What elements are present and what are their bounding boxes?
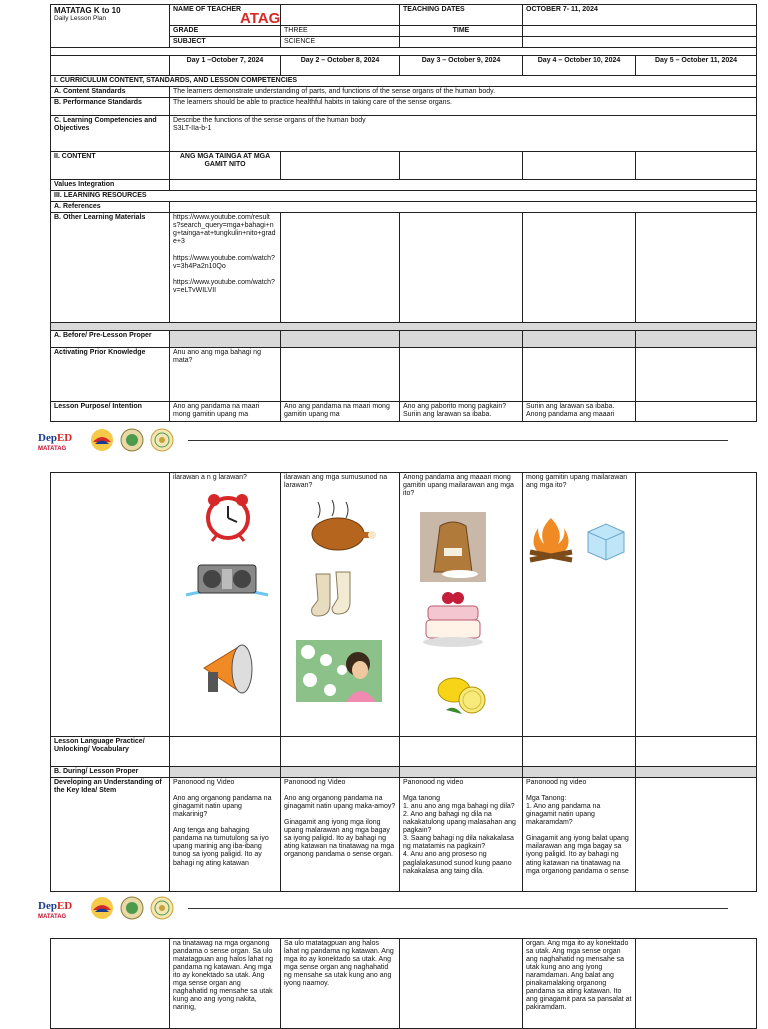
bagong-pilipinas-seal-icon — [90, 896, 114, 920]
division-seal-icon — [150, 428, 174, 452]
subject-label: SUBJECT — [170, 37, 281, 48]
developing-day3: Panonood ng video Mga tanong 1. anu ano ang mga bahagi ng dila? 2. Ano ang bahagi ng dila na nakakatulong upang malasahan ang pagkain? 3. Saang bahagi ng dila nakakalasa ng matatamis na pagkain? 4. Anu ano ang proseso ng paglalakasunod sunod kung paano nakakalasa ang taing dila. — [400, 778, 523, 892]
other-materials-label: B. Other Learning Materials — [51, 213, 170, 323]
matatag-logo: MATATAG — [38, 914, 67, 920]
purpose-day2: Ano ang pandama na maari mong gamitin upang ma — [281, 402, 400, 422]
purpose-day4: Suriin ang larawan sa ibaba. Anong pandama ang maaari — [523, 402, 636, 422]
during-label: B. During/ Lesson Proper — [51, 767, 170, 778]
cont-day4-text: mong gamitin upang mailarawan ang mga ito? — [526, 474, 628, 490]
divider-line — [188, 440, 728, 441]
day-4-header: Day 4 – October 10, 2024 — [523, 56, 636, 76]
purpose-label: Lesson Purpose/ Intention — [51, 402, 170, 422]
lesson-plan-table-page1 — [50, 4, 757, 422]
cont3-day3 — [400, 939, 523, 1029]
language-label: Lesson Language Practice/ Unlocking/ Vocabulary — [51, 737, 170, 767]
deped-logo: DepED — [38, 432, 73, 444]
values-label: Values Integration — [51, 180, 170, 191]
lesson-plan-table-page3 — [50, 938, 757, 1029]
developing-day1: Panonood ng Video Ano ang organong pandama na ginagamit natin upang makarinig? Ang tenga ang bahaging pandama na tumutulong sa iyo upang marinig ang iba-ibang tunog sa iyong paligid. Ito ay bahagi ng ating katawan — [170, 778, 281, 892]
day-5-header: Day 5 – October 11, 2024 — [636, 56, 757, 76]
ice-cube-icon — [580, 518, 630, 564]
resources-heading: III. LEARNING RESOURCES — [51, 191, 757, 202]
bagong-pilipinas-seal-icon — [90, 428, 114, 452]
socks-icon — [308, 570, 360, 620]
content-standards: The learners demonstrate understanding of parts, and functions of the sense organs of the human body. — [170, 87, 757, 98]
day-1-header: Day 1 –October 7, 2024 — [170, 56, 281, 76]
content-label: II. CONTENT — [51, 152, 170, 180]
cont3-day4: organ. Ang mga ito ay konektado sa utak. Ang mga sense organ ang naghahatid ng mensahe sa utak kung ano ang iyong naramdaman. Ang balat ang pinakamalaking organong pandama sa ating katawan. Ito ang ginagamit para sa pansalat at pakiramdam. — [523, 939, 636, 1029]
subject-value: SCIENCE — [281, 37, 400, 48]
lemon-icon — [434, 668, 492, 718]
developing-day2: Panonood ng Video Ano ang organong pandama na ginagamit natin upang maka-amoy? Ginagamit ang iyong mga ilong upang malarawan ang mga bagay sa iyong paligid. Ito ay bahagi ng ating katawan na tinatawag na mga organong pandama o sense organ. — [281, 778, 400, 892]
activating-label: Activating Prior Knowledge — [51, 348, 170, 402]
campfire-icon — [526, 514, 576, 566]
activating-day1: Anu ano ang mga bahagi ng mata? — [170, 348, 281, 402]
purpose-day3: Ano ang paborito mong pagkain? Suriin ang larawan sa ibaba. — [400, 402, 523, 422]
day-2-header: Day 2 – October 8, 2024 — [281, 56, 400, 76]
alarm-clock-icon — [200, 490, 256, 542]
region-seal-icon — [120, 896, 144, 920]
curriculum-heading: I. CURRICULUM CONTENT, STANDARDS, AND LESSON COMPETENCIES — [51, 76, 757, 87]
radio-icon — [184, 555, 270, 603]
grade-value: THREE — [281, 26, 400, 37]
cont-day4 — [523, 473, 636, 737]
performance-standards-label: B. Performance Standards — [51, 98, 170, 116]
deped-logo: DepED — [38, 900, 73, 912]
developing-label: Developing an Understanding of the Key Idea/ Stem — [51, 778, 170, 892]
dates-label: TEACHING DATES — [400, 5, 523, 26]
doc-type: Daily Lesson Plan — [54, 15, 107, 23]
program-cell — [51, 5, 170, 48]
teacher-label: NAME OF TEACHER — [170, 5, 281, 26]
cont-day1-text: ilarawan a n g larawan? — [173, 474, 247, 481]
other-materials-links[interactable]: https://www.youtube.com/results?search_query=mga+bahagi+ng+tainga+at+tungkulin+nito+grade+3 https://www.youtube.com/watch?v=3h4Pa2n10Qo https://www.youtube.com/watch?v=eLTvWILVII — [170, 213, 281, 323]
roast-chicken-icon — [302, 496, 376, 554]
content-day1: ANG MGA TAINGA AT MGA GAMIT NITO — [170, 152, 281, 180]
competencies-label: C. Learning Competencies and Objectives — [51, 116, 170, 152]
cont-day3-text: Anong pandama ang maaari mong gamitin upang mailarawan ang mga ito? — [403, 474, 514, 498]
matatag-logo: MATATAG — [38, 446, 67, 452]
cake-icon — [420, 586, 486, 650]
logo-strip-2 — [38, 894, 728, 922]
performance-standards: The learners should be able to practice healthful habits in taking care of the sense organs. — [170, 98, 757, 116]
flowers-girl-icon — [296, 640, 382, 702]
teacher-value[interactable] — [281, 5, 400, 26]
developing-day4: Panonood ng video Mga Tanong: 1. Ano ang pandama na ginagamit natin upang makaramdam? Ginagamit ang iyong balat upang mailarawan ang mga bagay sa iyong paligid. Ito ay bahagi ng ating katawan na tinatawag na mga organong pandama o sense — [523, 778, 636, 892]
time-value[interactable] — [523, 26, 757, 37]
salt-bag-icon — [420, 512, 486, 582]
competencies: Describe the functions of the sense organs of the human body S3LT-IIa-b-1 — [170, 116, 757, 152]
before-label: A. Before/ Pre-Lesson Proper — [51, 331, 170, 348]
purpose-day1: Ano ang pandama na maari mong gamitin upang ma — [170, 402, 281, 422]
cont3-day2: Sa ulo matatagpuan ang halos lahat ng pandama ng katawan. Ang mga ito ay konektado sa utak. Ang mga sense organ ang naghahatid ng mensahe sa utak kung ano ang iyong naamoy. — [281, 939, 400, 1029]
cont-day2-text: ilarawan ang mga sumusunod na larawan? — [284, 474, 388, 490]
content-standards-label: A. Content Standards — [51, 87, 170, 98]
dates-value: OCTOBER 7- 11, 2024 — [523, 5, 757, 26]
megaphone-icon — [196, 638, 262, 700]
time-label: TIME — [400, 26, 523, 37]
program-title: MATATAG K to 10 — [54, 6, 121, 15]
atag-logo-text: ATAG — [240, 10, 281, 27]
references-label: A. References — [51, 202, 170, 213]
cont3-day1: na tinatawag na mga organong pandama o sense organ. Sa ulo matatagpuan ang halos lahat ng pandama ng katawan. Ang mga ito ay konektado sa utak. Ang mga sense organ ang naghahatid ng mensahe sa utak kung ano ang iyong nakita, narinig, — [170, 939, 281, 1029]
lesson-plan-table-page2 — [50, 472, 757, 892]
divider-line — [188, 908, 728, 909]
day-3-header: Day 3 – October 9, 2024 — [400, 56, 523, 76]
region-seal-icon — [120, 428, 144, 452]
grade-label: GRADE — [170, 26, 281, 37]
logo-strip-1 — [38, 426, 728, 454]
division-seal-icon — [150, 896, 174, 920]
